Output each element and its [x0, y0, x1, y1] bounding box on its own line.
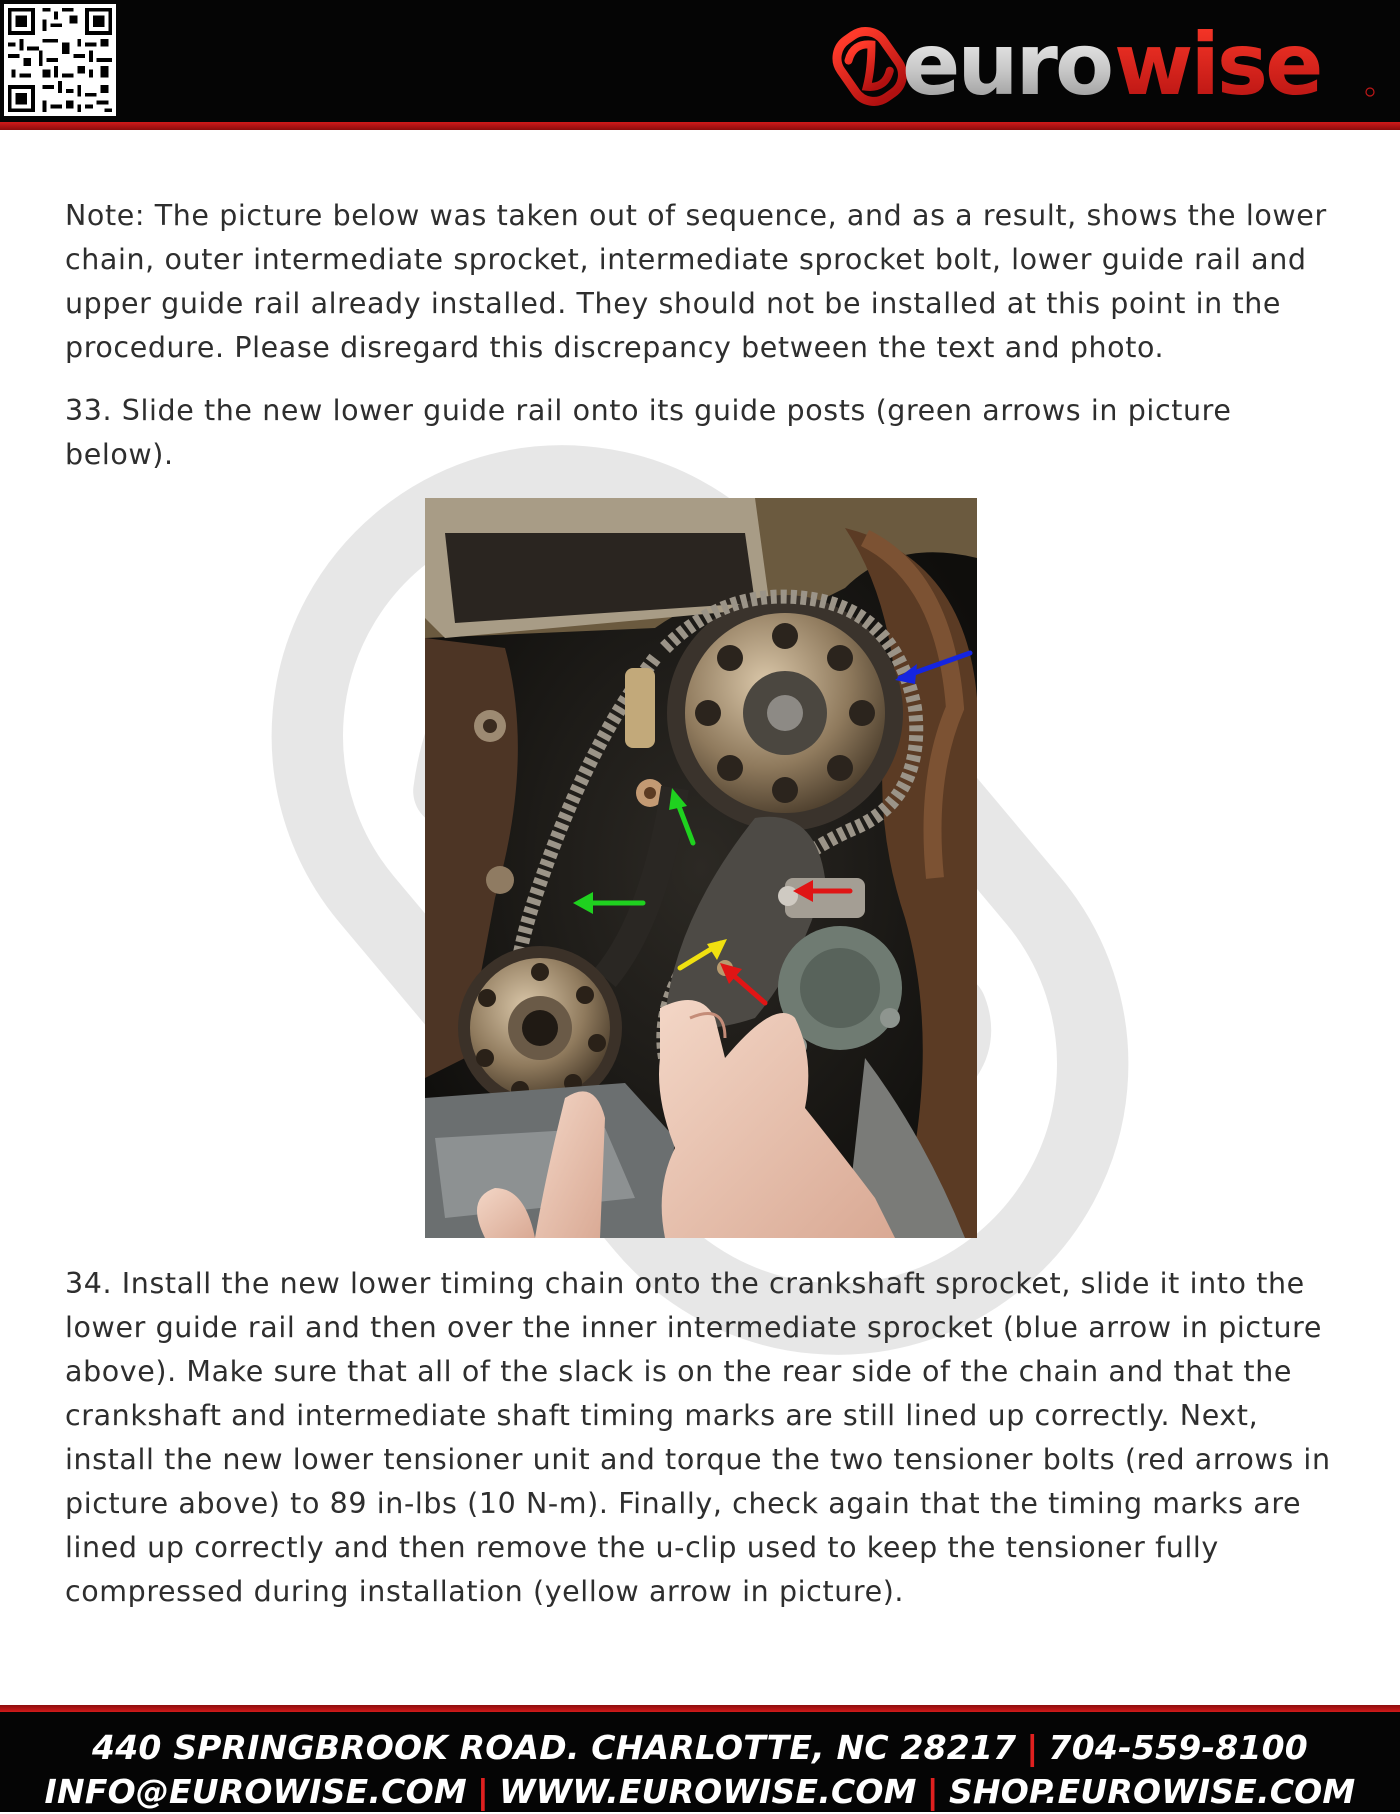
qr-code-icon[interactable] — [4, 4, 116, 116]
footer-separator: | — [926, 1772, 939, 1811]
note-paragraph: Note: The picture below was taken out of sequence, and as a result, shows the lower chain, outer intermediate sprocket, intermediate sprocket bolt, lower guide rail and upper guide rail already installed. They should not be installed at this point in the procedure. Please disregard this discrepancy between the text and photo. — [65, 199, 1327, 364]
footer-separator: | — [1026, 1728, 1039, 1767]
footer-contact-line — [0, 1726, 1400, 1770]
footer-accent-stripe — [0, 1705, 1400, 1712]
footer-website-link[interactable]: WWW.EUROWISE.COM — [499, 1772, 917, 1811]
footer-address: 440 SPRINGBROOK ROAD. CHARLOTTE, NC 28217 — [92, 1728, 1017, 1767]
svg-text:euro: euro — [902, 15, 1112, 114]
footer-phone[interactable]: 704-559-8100 — [1048, 1728, 1308, 1767]
step-33-paragraph: 33. Slide the new lower guide rail onto its guide posts (green arrows in picture below). — [65, 394, 1232, 471]
svg-text:wise: wise — [1114, 15, 1321, 114]
footer-separator: | — [476, 1772, 490, 1811]
footer-email-link[interactable]: INFO@EUROWISE.COM — [44, 1772, 467, 1811]
footer-shop-link[interactable]: SHOP.EUROWISE.COM — [948, 1772, 1356, 1811]
footer-links-line — [0, 1770, 1400, 1814]
step-34-paragraph: 34. Install the new lower timing chain onto the crankshaft sprocket, slide it into the lower guide rail and then over the inner intermediate sprocket (blue arrow in picture above). Make sure that all of the slack is on the rear side of the chain and that the crankshaft and intermediate shaft timing marks are still lined up correctly. Next, install the new lower tensioner unit and torque the two tensioner bolts (red arrows in picture above) to 89 in-lbs (10 N-m). Finally, check again that the timing marks are lined up correctly and then remove the u-clip used to keep the tensioner fully compressed during installation (yellow arrow in picture). — [65, 1267, 1331, 1608]
page-footer — [0, 1712, 1400, 1812]
page-header — [0, 0, 1400, 122]
eurowise-logo[interactable] — [822, 14, 1382, 114]
timing-chain-photo — [425, 498, 977, 1238]
header-accent-stripe — [0, 122, 1400, 130]
